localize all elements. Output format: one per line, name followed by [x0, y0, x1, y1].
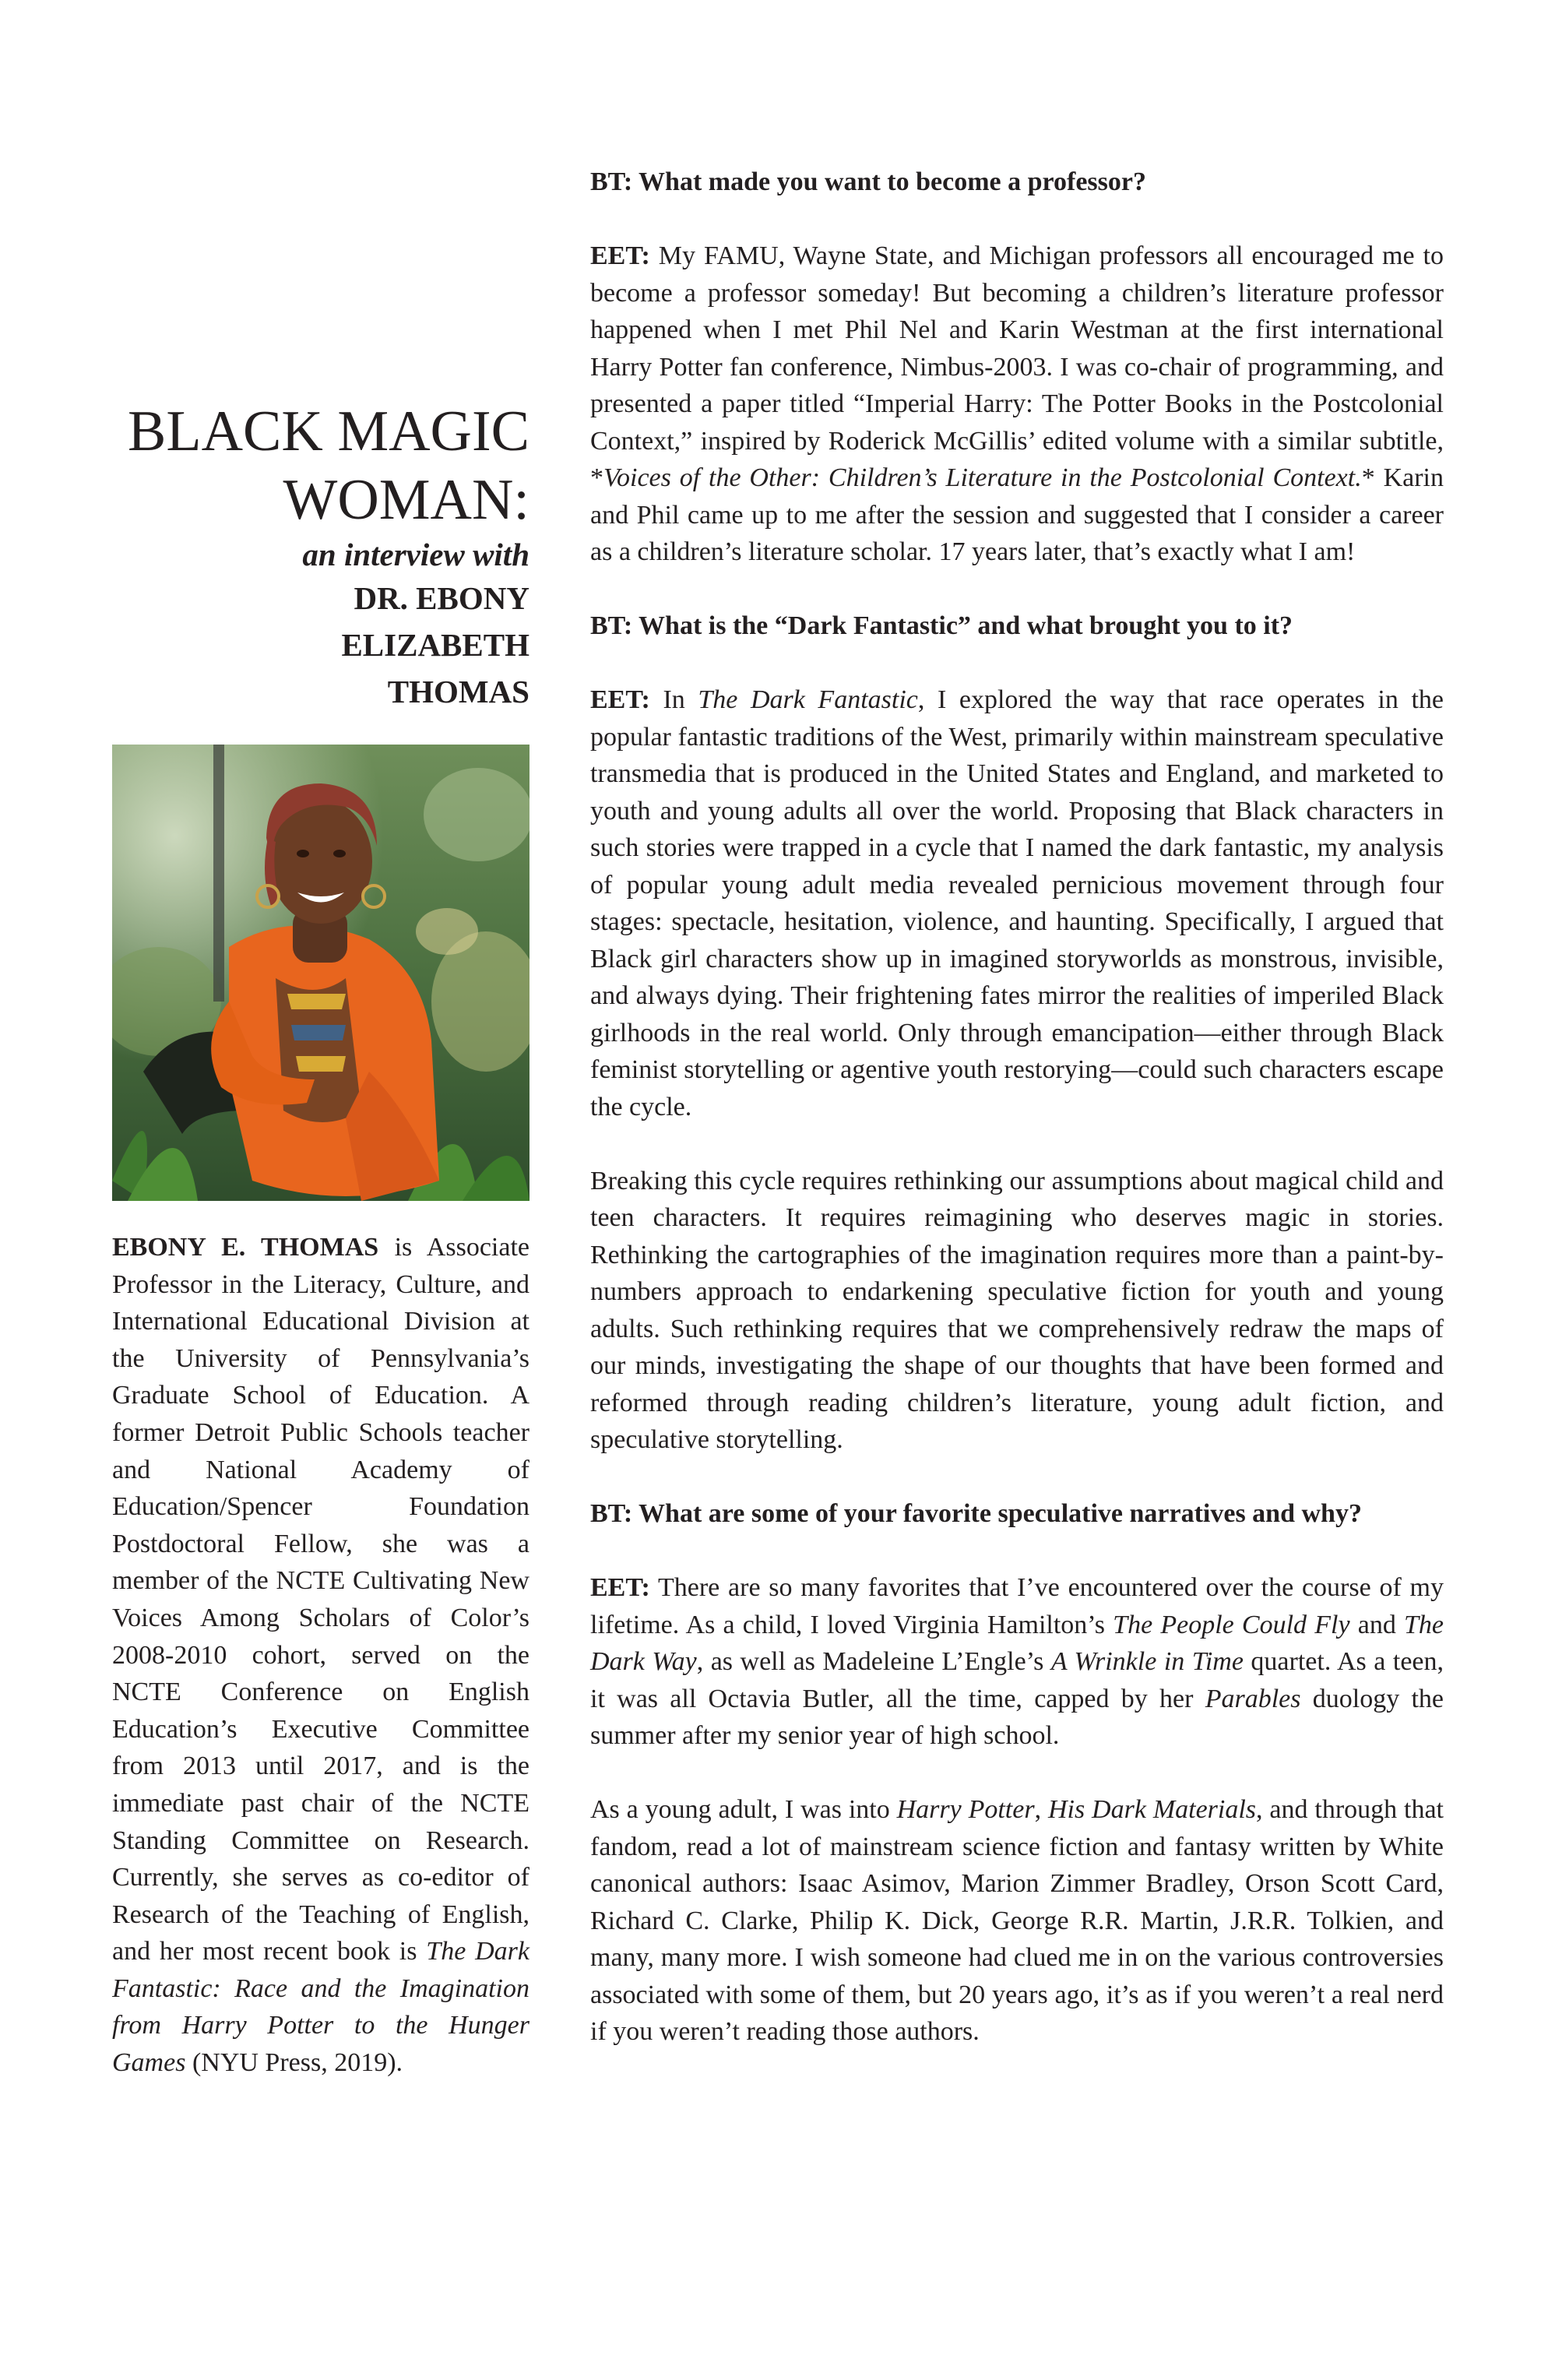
interviewee-name	[112, 575, 529, 715]
answer-italic: His Dark Materials	[1047, 1795, 1257, 1824]
answer-text: , as well as Madeleine L’Engle’s	[696, 1647, 1051, 1676]
answer-3	[590, 1569, 1444, 1755]
bio-text: is Associate Professor in the Literacy, Culture, and International Educational Division at the University of Pennsylvania’s Graduate School of Education. A former Detroit Public Schools teacher and National Academy of Education/Spencer Foundation Postdoctoral Fellow, she was a member of the NCTE Cultivating New Voices Among Scholars of Color’s 2008-2010 cohort, served on the NCTE Conference on English Education’s Executive Committee from 2013 until 2017, and is the immediate past chair of the NCTE Standing Committee on Research. Currently, she serves as co-editor of Research of the Teaching of English, and her most recent book is	[112, 1233, 529, 1966]
name-line: DR. EBONY	[354, 580, 529, 616]
bio-end: (NYU Press, 2019).	[185, 2048, 403, 2078]
answer-italic: Parables	[1205, 1684, 1301, 1713]
speaker-label: EET:	[590, 685, 650, 714]
question-3: BT: What are some of your favorite speculative narratives and why?	[590, 1499, 1362, 1528]
answer-italic: The Dark Way	[590, 1610, 1444, 1676]
answer-text: duology the summer after my senior year of high school.	[590, 1684, 1444, 1750]
answer-3-paragraph-2	[590, 1791, 1444, 2051]
answer-2	[590, 681, 1444, 1125]
interview-body	[590, 164, 1444, 2087]
answer-text: , and through that fandom, read a lot of mainstream science fiction and fantasy written by White canonical authors: Isaac Asimov, Marion Zimmer Bradley, Orson Scott Card, Richard C. Clarke, Philip K. Dick, George R.R. Martin, J.R.R. Tolkien, and many, many more. I wish someone had clued me in on the various controversies associated with some of them, but 20 years ago, it’s as if you weren’t a real nerd if you weren’t reading those authors.	[590, 1795, 1444, 2046]
name-line: THOMAS	[387, 674, 529, 709]
answer-italic: Harry Potter	[896, 1795, 1035, 1824]
answer-text: , I explored the way that race operates in the popular fantastic traditions of the West, primarily within mainstream speculative transmedia that is produced in the United States and England, and marketed to youth and young adults all over the world. Proposing that Black characters in such stories were trapped in a cycle that I named the dark fantastic, my analysis of popular young adult media revealed pernicious movement through four stages: spectacle, hesitation, violence, and haunting. Specifically, I argued that Black girl characters show up in imagined storyworlds as monstrous, invisible, and always dying. Their frightening fates mirror the realities of imperiled Black girlhoods in the real world. Only through emancipation—either through Black feminist storytelling or agentive youth restorying—could such characters escape the cycle.	[590, 685, 1444, 1121]
question-2: BT: What is the “Dark Fantastic” and what brought you to it?	[590, 611, 1293, 640]
article-subtitle: an interview with	[302, 537, 529, 572]
answer-2-paragraph-2: Breaking this cycle requires rethinking our assumptions about magical child and teen characters. It requires reimagining who deserves magic in stories. Rethinking the cartographies of the imagination requires more than a paint-by-numbers approach to endarkening speculative fiction for youth and young adults. Such rethinking requires that we comprehensively redraw the maps of our minds, investigating the shape of our thoughts that have been formed and reformed through reading children’s literature, young adult fiction, and speculative storytelling.	[590, 1166, 1444, 1454]
answer-text: My FAMU, Wayne State, and Michigan professors all encouraged me to become a professor someday! But becoming a children’s literature professor happened when I met Phil Nel and Karin Westman at the first international Harry Potter fan conference, Nimbus-2003. I was co-chair of programming, and presented a paper titled “Imperial Harry: The Potter Books in the Postcolonial Context,” inspired by Roderick McGillis’ edited volume with a similar subtitle, *	[590, 241, 1444, 492]
bio-name: EBONY E. THOMAS	[112, 1233, 379, 1262]
answer-italic: The Dark Fantastic	[698, 685, 918, 714]
article-title	[112, 397, 529, 534]
bio-book-title: The Dark Fantastic: Race and the Imagination from Harry Potter to the Hunger Games	[112, 1937, 529, 2078]
question-1: BT: What made you want to become a professor?	[590, 167, 1146, 196]
answer-text: As a young adult, I was into	[590, 1795, 897, 1824]
name-line: ELIZABETH	[341, 627, 529, 663]
answer-text: ,	[1034, 1795, 1048, 1824]
portrait-photo	[112, 745, 529, 1201]
answer-text: and	[1349, 1610, 1404, 1639]
author-bio	[112, 1229, 529, 2082]
answer-italic: Voices of the Other: Children’s Literature in the Postcolonial Context.	[603, 463, 1362, 492]
speaker-label: EET:	[590, 241, 650, 270]
answer-text: * Karin and Phil came up to me after the session and suggested that I consider a career as a children’s literature scholar. 17 years later, that’s exactly what I am!	[590, 463, 1444, 566]
answer-text: There are so many favorites that I’ve encountered over the course of my lifetime. As a child, I loved Virginia Hamilton’s	[590, 1573, 1444, 1639]
answer-text: quartet. As a teen, it was all Octavia Butler, all the time, capped by her	[590, 1647, 1444, 1713]
answer-italic: A Wrinkle in Time	[1050, 1647, 1244, 1676]
sidebar-heading	[112, 397, 529, 715]
speaker-label: EET:	[590, 1573, 650, 1602]
answer-italic: The People Could Fly	[1113, 1610, 1350, 1639]
title-line: BLACK MAGIC	[128, 400, 529, 463]
title-line: WOMAN:	[283, 468, 529, 532]
answer-text: In	[649, 685, 698, 714]
answer-1	[590, 238, 1444, 571]
